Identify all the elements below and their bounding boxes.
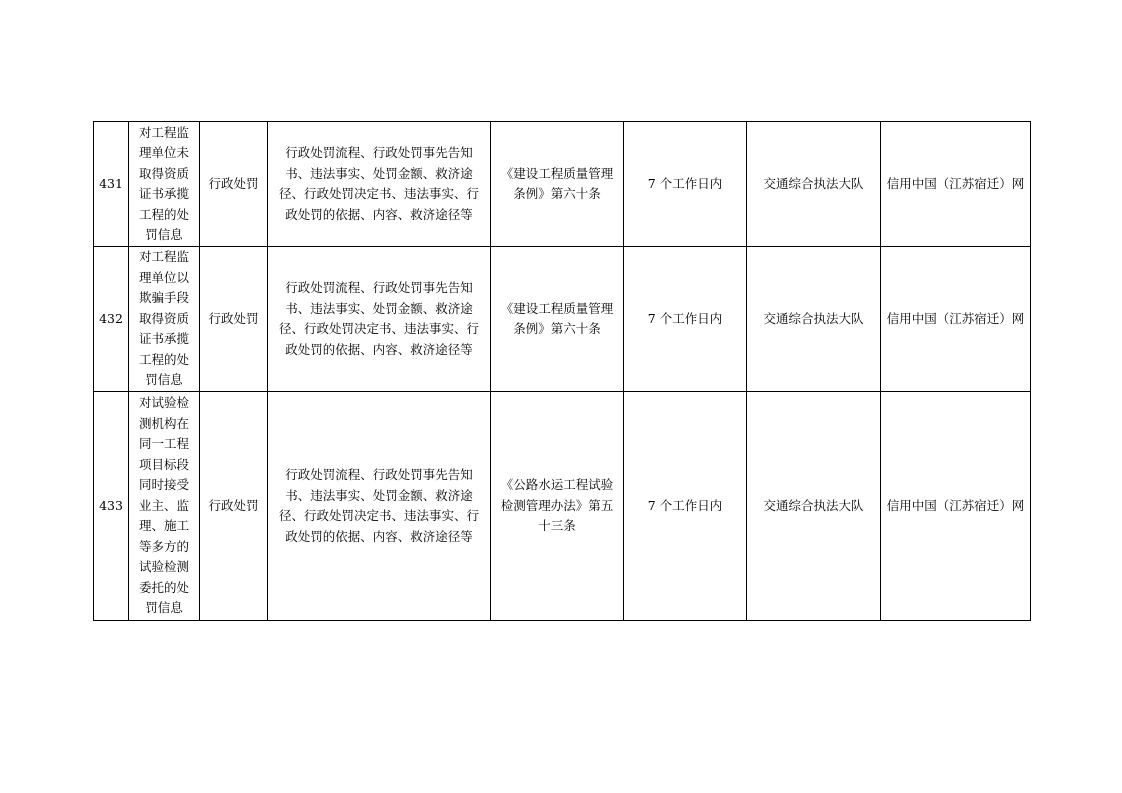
- item-name: 对工程监理单位以欺骗手段取得资质证书承揽工程的处罚信息: [129, 247, 200, 392]
- item-name: 对工程监理单位未取得资质证书承揽工程的处罚信息: [129, 122, 200, 247]
- legal-basis: 《建设工程质量管理条例》第六十条: [491, 122, 624, 247]
- disclosure-channel: 信用中国（江苏宿迁）网: [881, 122, 1031, 247]
- item-type: 行政处罚: [200, 247, 268, 392]
- disclosure-subject: 交通综合执法大队: [747, 247, 881, 392]
- disclosure-channel: 信用中国（江苏宿迁）网: [881, 247, 1031, 392]
- disclosure-content: 行政处罚流程、行政处罚事先告知书、违法事实、处罚金额、救济途径、行政处罚决定书、违法事实、行政处罚的依据、内容、救济途径等: [268, 122, 491, 247]
- table-row: [94, 122, 1031, 247]
- disclosure-content: 行政处罚流程、行政处罚事先告知书、违法事实、处罚金额、救济途径、行政处罚决定书、违法事实、行政处罚的依据、内容、救济途径等: [268, 392, 491, 621]
- row-number: 433: [94, 392, 129, 621]
- disclosure-content: 行政处罚流程、行政处罚事先告知书、违法事实、处罚金额、救济途径、行政处罚决定书、违法事实、行政处罚的依据、内容、救济途径等: [268, 247, 491, 392]
- disclosure-subject: 交通综合执法大队: [747, 122, 881, 247]
- disclosure-table: [93, 121, 1031, 621]
- row-number: 431: [94, 122, 129, 247]
- disclosure-subject: 交通综合执法大队: [747, 392, 881, 621]
- disclosure-deadline: 7 个工作日内: [624, 392, 747, 621]
- table-row: [94, 392, 1031, 621]
- item-type: 行政处罚: [200, 122, 268, 247]
- legal-basis: 《公路水运工程试验检测管理办法》第五十三条: [491, 392, 624, 621]
- disclosure-deadline: 7 个工作日内: [624, 247, 747, 392]
- item-type: 行政处罚: [200, 392, 268, 621]
- legal-basis: 《建设工程质量管理条例》第六十条: [491, 247, 624, 392]
- disclosure-deadline: 7 个工作日内: [624, 122, 747, 247]
- row-number: 432: [94, 247, 129, 392]
- disclosure-channel: 信用中国（江苏宿迁）网: [881, 392, 1031, 621]
- table-row: [94, 247, 1031, 392]
- item-name: 对试验检测机构在同一工程项目标段同时接受业主、监理、施工等多方的试验检测委托的处罚信息: [129, 392, 200, 621]
